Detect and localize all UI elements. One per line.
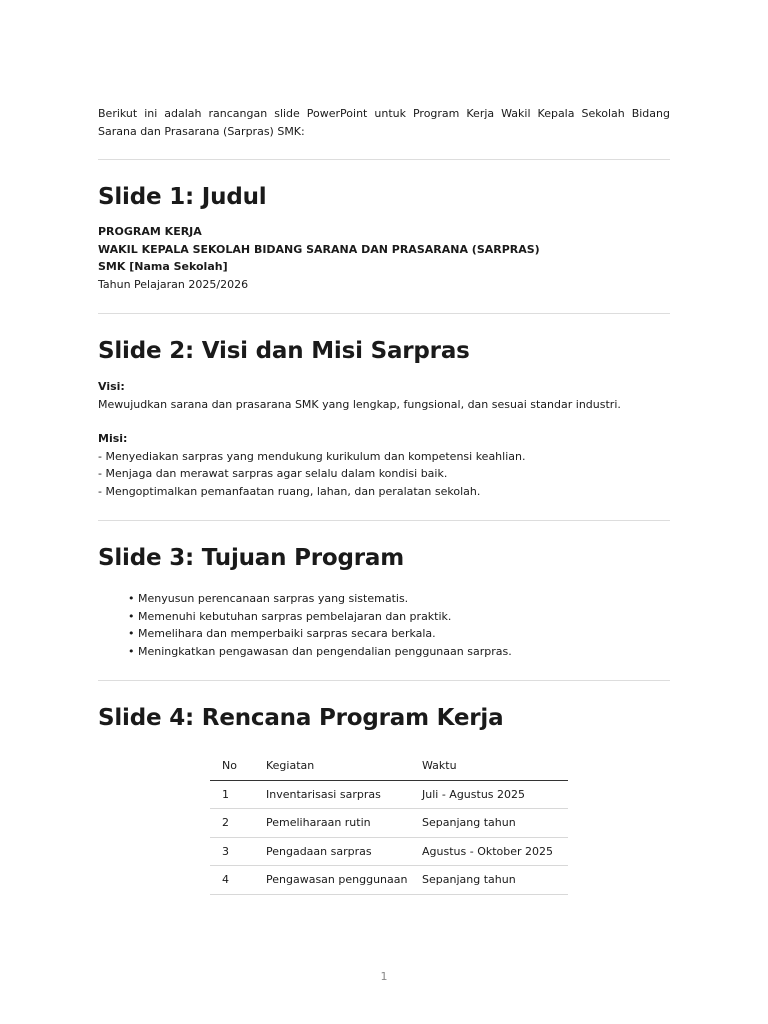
misi-item: - Menyediakan sarpras yang mendukung kurikulum dan kompetensi keahlian. bbox=[98, 449, 526, 463]
slide-2-section bbox=[98, 336, 670, 500]
table-cell: Sepanjang tahun bbox=[410, 866, 568, 895]
slide-1-line-3: SMK [Nama Sekolah] bbox=[98, 260, 228, 273]
table-cell: 4 bbox=[210, 866, 254, 895]
column-header-no: No bbox=[210, 752, 254, 780]
slide-1-line-1: PROGRAM KERJA bbox=[98, 225, 202, 238]
document-page bbox=[98, 105, 670, 895]
page-number: 1 bbox=[380, 970, 388, 983]
misi-item: - Menjaga dan merawat sarpras agar selalu dalam kondisi baik. bbox=[98, 467, 448, 480]
list-item: • Menyusun perencanaan sarpras yang sistematis. bbox=[128, 592, 409, 605]
list-item: • Meningkatkan pengawasan dan pengendalian penggunaan sarpras. bbox=[128, 644, 512, 658]
table-header-row bbox=[210, 752, 568, 780]
slide-1-line-2: WAKIL KEPALA SEKOLAH BIDANG SARANA DAN PRASARANA (SARPRAS) bbox=[98, 242, 540, 256]
visi-label: Visi: bbox=[98, 380, 125, 393]
slide-2-heading: Slide 2: Visi dan Misi Sarpras bbox=[98, 338, 470, 364]
intro-paragraph: Berikut ini adalah rancangan slide PowerPoint untuk Program Kerja Wakil Kepala Sekolah Bidang Sarana dan Prasarana (Sarpras) SMK: bbox=[98, 107, 670, 138]
table-cell: Juli - Agustus 2025 bbox=[410, 780, 568, 809]
table-cell: 1 bbox=[210, 780, 254, 809]
table-cell: 3 bbox=[210, 837, 254, 866]
table-row bbox=[210, 866, 568, 895]
slide-1-section bbox=[98, 182, 670, 293]
table-cell: Pengawasan penggunaan bbox=[254, 866, 410, 895]
table-row bbox=[210, 809, 568, 838]
table-cell: Pemeliharaan rutin bbox=[254, 809, 410, 838]
table-cell: Inventarisasi sarpras bbox=[254, 780, 410, 809]
misi-item: - Mengoptimalkan pemanfaatan ruang, lahan, dan peralatan sekolah. bbox=[98, 484, 481, 498]
table-cell: Pengadaan sarpras bbox=[254, 837, 410, 866]
table-cell: Sepanjang tahun bbox=[410, 809, 568, 838]
program-table bbox=[210, 752, 568, 895]
slide-4-section bbox=[98, 703, 670, 895]
misi-label: Misi: bbox=[98, 432, 128, 445]
slide-1-heading: Slide 1: Judul bbox=[98, 184, 267, 210]
list-item: • Memenuhi kebutuhan sarpras pembelajaran dan praktik. bbox=[128, 609, 452, 623]
slide-3-section bbox=[98, 543, 670, 660]
table-cell: Agustus - Oktober 2025 bbox=[410, 837, 568, 866]
table-row bbox=[210, 837, 568, 866]
tujuan-list bbox=[98, 590, 670, 660]
slide-4-heading: Slide 4: Rencana Program Kerja bbox=[98, 705, 504, 731]
slide-1-line-4: Tahun Pelajaran 2025/2026 bbox=[98, 277, 249, 291]
slide-3-heading: Slide 3: Tujuan Program bbox=[98, 545, 405, 571]
visi-text: Mewujudkan sarana dan prasarana SMK yang lengkap, fungsional, dan sesuai standar industri. bbox=[98, 397, 621, 411]
list-item: • Memelihara dan memperbaiki sarpras secara berkala. bbox=[128, 627, 436, 640]
table-cell: 2 bbox=[210, 809, 254, 838]
column-header-waktu: Waktu bbox=[410, 752, 568, 780]
column-header-kegiatan: Kegiatan bbox=[254, 752, 410, 780]
table-row bbox=[210, 780, 568, 809]
